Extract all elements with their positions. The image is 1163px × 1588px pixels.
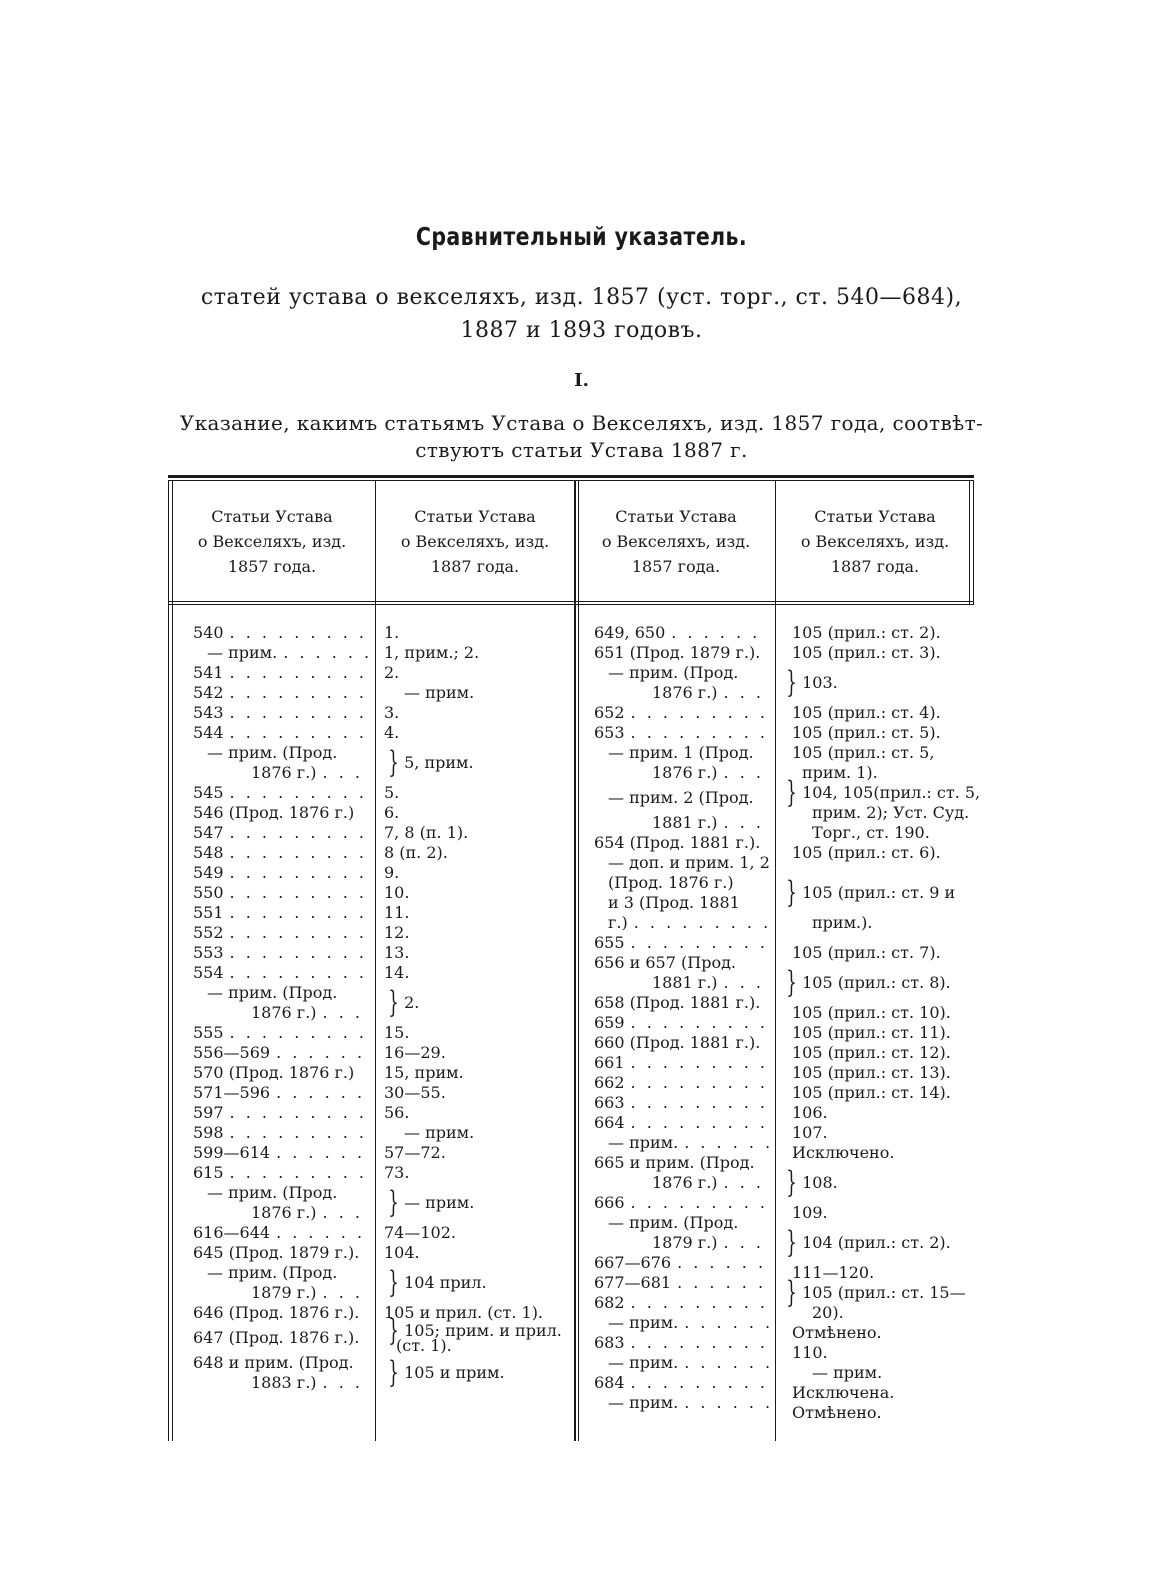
cell: 105 (прил.: ст. 10). [792, 1003, 951, 1022]
cell: (Прод. 1876 г.) [608, 873, 734, 892]
header-line: Статьи Устава [414, 507, 536, 526]
cell: 1, прим.; 2. [384, 643, 480, 662]
cell: 1879 г.) [251, 1283, 317, 1302]
cell: 652 [594, 703, 625, 722]
cell: 105 (прил.: ст. 15— [802, 1283, 966, 1302]
cell: 615 [193, 1163, 224, 1182]
cell: 104. [384, 1243, 420, 1262]
cell: 30—55. [384, 1083, 446, 1102]
cell: 545 [193, 783, 224, 802]
cell: 658 (Прод. 1881 г.). [594, 993, 761, 1012]
cell: 3. [384, 703, 400, 722]
cell: 660 (Прод. 1881 г.). [594, 1033, 761, 1052]
brace-icon: } [388, 985, 399, 1020]
header-col-3 [576, 504, 776, 579]
cell: 7, 8 (п. 1). [384, 823, 469, 842]
cell: 10. [384, 883, 410, 902]
cell: 599—614 [193, 1143, 271, 1162]
cell: г.) [608, 913, 628, 932]
cell: 12. [384, 923, 410, 942]
header-line: о Векселяхъ, изд. [400, 532, 550, 551]
cell: 1. [384, 623, 400, 642]
cell: — прим. [404, 1123, 475, 1142]
cell: 646 (Прод. 1876 г.). [193, 1303, 360, 1322]
header-rule [168, 601, 974, 602]
column-rule [375, 480, 376, 1441]
cell: 553 [193, 943, 224, 962]
cell: 105 (прил.: ст. 5). [792, 723, 941, 742]
cell: 73. [384, 1163, 410, 1182]
cell: 659 [594, 1013, 625, 1032]
cell: 541 [193, 663, 224, 682]
cell: — прим. [207, 643, 278, 662]
subtitle-line-2: 1887 и 1893 годовъ. [460, 318, 703, 343]
cell: 105 (прил.: ст. 6). [792, 843, 941, 862]
cell: 542 [193, 683, 224, 702]
cell: 104, 105(прил.: ст. 5, [802, 783, 981, 802]
cell: 1881 г.) [652, 813, 718, 832]
cell: 106. [792, 1103, 828, 1122]
cell: 15. [384, 1023, 410, 1042]
cell: — прим. (Прод. [608, 1213, 739, 1232]
cell: прим. 2); Уст. Суд. [812, 803, 970, 822]
cell: 544 [193, 723, 224, 742]
cell: 571—596 [193, 1083, 271, 1102]
brace-icon: } [786, 775, 797, 810]
cell: Исключена. [792, 1383, 895, 1402]
brace-icon: } [388, 1312, 399, 1348]
cell: и 3 (Прод. 1881 [608, 893, 740, 912]
cell: 665 и прим. (Прод. [594, 1153, 755, 1172]
cell: — прим. (Прод. [207, 743, 338, 762]
cell: 1881 г.) [652, 973, 718, 992]
column-rule [578, 480, 579, 1441]
column-rule [775, 480, 776, 1441]
header-col-1 [172, 504, 372, 579]
cell: 616—644 [193, 1223, 271, 1242]
cell: 667—676 [594, 1253, 672, 1272]
cell: 105 (прил.: ст. 12). [792, 1043, 951, 1062]
cell: 110. [792, 1343, 828, 1362]
cell: 11. [384, 903, 410, 922]
cell: 103. [802, 673, 838, 692]
cell: — прим. (Прод. [207, 1183, 338, 1202]
header-line: 1857 года. [631, 557, 721, 576]
cell: Исключено. [792, 1143, 895, 1162]
cell: 664 [594, 1113, 625, 1132]
table-top-rule-thin [168, 480, 974, 481]
cell: 9. [384, 863, 400, 882]
cell: 683 [594, 1333, 625, 1352]
cell: 653 [594, 723, 625, 742]
cell: — прим. [404, 683, 475, 702]
cell: — прим. [608, 1353, 679, 1372]
cell: 647 (Прод. 1876 г.). [193, 1328, 360, 1347]
cell: 105 (прил.: ст. 11). [792, 1023, 951, 1042]
cell: Отмѣнено. [792, 1323, 882, 1342]
brace-icon: } [786, 665, 797, 700]
cell: 550 [193, 883, 224, 902]
cell: 570 (Прод. 1876 г.) [193, 1063, 355, 1082]
cell: 1883 г.) [251, 1373, 317, 1392]
cell: — прим. [608, 1393, 679, 1412]
cell: 1876 г.) [251, 763, 317, 782]
cell: 649, 650 [594, 623, 666, 642]
section-number: I. [574, 370, 589, 391]
cell: 8 (п. 2). [384, 843, 448, 862]
header-line: 1887 года. [830, 557, 920, 576]
cell: 555 [193, 1023, 224, 1042]
cell: 554 [193, 963, 224, 982]
header-col-4 [775, 504, 975, 579]
cell: — прим. (Прод. [207, 1263, 338, 1282]
header-line: о Векселяхъ, изд. [601, 532, 751, 551]
table-top-rule [168, 475, 974, 478]
cell: 677—681 [594, 1273, 672, 1292]
page-title: Сравнительный указатель. [415, 222, 748, 251]
cell: 104 (прил.: ст. 2). [802, 1233, 951, 1252]
subtitle-line-1: статей устава о векселяхъ, изд. 1857 (уст. торг., ст. 540—684), [200, 285, 963, 310]
cell: 2. [384, 663, 400, 682]
cell: 111—120. [792, 1263, 875, 1282]
header-line: о Векселяхъ, изд. [800, 532, 950, 551]
column-rule [168, 480, 169, 1441]
cell: 551 [193, 903, 224, 922]
cell: 556—569 [193, 1043, 271, 1062]
cell: 105 (прил.: ст. 4). [792, 703, 941, 722]
cell: 4. [384, 723, 400, 742]
column-right-1887 [782, 623, 981, 1423]
header-col-2 [375, 504, 575, 579]
cell: 645 (Прод. 1879 г.). [193, 1243, 360, 1262]
cell: 108. [802, 1173, 838, 1192]
cell: Отмѣнено. [792, 1403, 882, 1422]
cell: 105 (прил.: ст. 2). [792, 623, 941, 642]
caption-line-2: ствуютъ статьи Устава 1887 г. [415, 438, 748, 462]
cell: — прим. 2 (Прод. [608, 788, 754, 807]
header-line: Статьи Устава [615, 507, 737, 526]
cell: 57—72. [384, 1143, 446, 1162]
brace-icon: } [786, 1275, 797, 1310]
brace-icon: } [786, 1225, 797, 1260]
cell: 598 [193, 1123, 224, 1142]
cell: 13. [384, 943, 410, 962]
cell: 648 и прим. (Прод. [193, 1353, 354, 1372]
cell: 105 (прил.: ст. 7). [792, 943, 941, 962]
cell: 1876 г.) [652, 683, 718, 702]
cell: 6. [384, 803, 400, 822]
cell: 5, прим. [404, 753, 474, 772]
cell: 1876 г.) [251, 1203, 317, 1222]
cell: 105 (прил.: ст. 5, [792, 743, 935, 762]
cell: 597 [193, 1103, 224, 1122]
brace-icon: } [388, 1355, 399, 1390]
cell: — прим. [608, 1313, 679, 1332]
column-left-1887 [384, 623, 572, 1393]
cell: 1879 г.) [652, 1233, 718, 1252]
caption-line-1: Указание, какимъ статьямъ Устава о Векселяхъ, изд. 1857 года, соотвѣт- [179, 411, 984, 435]
column-rule [574, 480, 576, 1441]
cell: 104 прил. [404, 1273, 487, 1292]
cell: 546 (Прод. 1876 г.) [193, 803, 355, 822]
cell: прим. 1). [802, 763, 878, 782]
cell: 543 [193, 703, 224, 722]
cell: 684 [594, 1373, 625, 1392]
cell: 1876 г.) [652, 1173, 718, 1192]
cell: 682 [594, 1293, 625, 1312]
brace-icon: } [786, 1165, 797, 1200]
cell: 107. [792, 1123, 828, 1142]
cell: 56. [384, 1103, 410, 1122]
cell: 74—102. [384, 1223, 456, 1242]
cell: 552 [193, 923, 224, 942]
cell: 662 [594, 1073, 625, 1092]
cell: Торг., ст. 190. [812, 823, 930, 842]
cell: 547 [193, 823, 224, 842]
column-right-1857 [594, 623, 769, 1413]
brace-icon: } [388, 1265, 399, 1300]
cell: — прим. (Прод. [207, 983, 338, 1002]
cell: 109. [792, 1203, 828, 1222]
brace-icon: } [388, 745, 399, 780]
header-line: 1887 года. [430, 557, 520, 576]
cell: 1876 г.) [652, 763, 718, 782]
brace-icon: } [786, 875, 797, 910]
cell: 105 (прил.: ст. 8). [802, 973, 951, 992]
header-rule-2 [168, 604, 974, 605]
brace-icon: } [388, 1185, 399, 1220]
cell: — доп. и прим. 1, 2 [608, 853, 770, 872]
cell: 105 (прил.: ст. 3). [792, 643, 941, 662]
cell: 661 [594, 1053, 625, 1072]
cell: 105 (прил.: ст. 14). [792, 1083, 951, 1102]
cell: 655 [594, 933, 625, 952]
cell: 20). [812, 1303, 844, 1322]
cell: 654 (Прод. 1881 г.). [594, 833, 761, 852]
cell: — прим. (Прод. [608, 663, 739, 682]
header-line: 1857 года. [227, 557, 317, 576]
column-left-1857 [193, 623, 368, 1393]
cell: — прим. 1 (Прод. [608, 743, 754, 762]
cell: (ст. 1). [396, 1335, 452, 1355]
cell: прим.). [812, 913, 873, 932]
header-line: о Векселяхъ, изд. [197, 532, 347, 551]
cell: 663 [594, 1093, 625, 1112]
cell: 651 (Прод. 1879 г.). [594, 643, 761, 662]
brace-icon: } [786, 965, 797, 1000]
cell: — прим. [404, 1193, 475, 1212]
cell: 540 [193, 623, 224, 642]
cell: — прим. [812, 1363, 883, 1382]
cell: 105 и прил. (ст. 1). [384, 1303, 544, 1322]
header-line: Статьи Устава [211, 507, 333, 526]
cell: 549 [193, 863, 224, 882]
cell: 105 и прим. [404, 1363, 505, 1382]
cell: 16—29. [384, 1043, 446, 1062]
cell: 105; прим. и прил. [404, 1320, 562, 1340]
cell: 548 [193, 843, 224, 862]
column-rule [172, 480, 173, 1441]
cell: 14. [384, 963, 410, 982]
cell: 105 (прил.: ст. 9 и [802, 883, 956, 902]
header-line: Статьи Устава [814, 507, 936, 526]
cell: 5. [384, 783, 400, 802]
cell: 105 (прил.: ст. 13). [792, 1063, 951, 1082]
cell: 1876 г.) [251, 1003, 317, 1022]
cell: 666 [594, 1193, 625, 1212]
cell: 15, прим. [384, 1063, 464, 1082]
cell: — прим. [608, 1133, 679, 1152]
cell: 656 и 657 (Прод. [594, 953, 737, 972]
cell: 2. [404, 993, 420, 1012]
